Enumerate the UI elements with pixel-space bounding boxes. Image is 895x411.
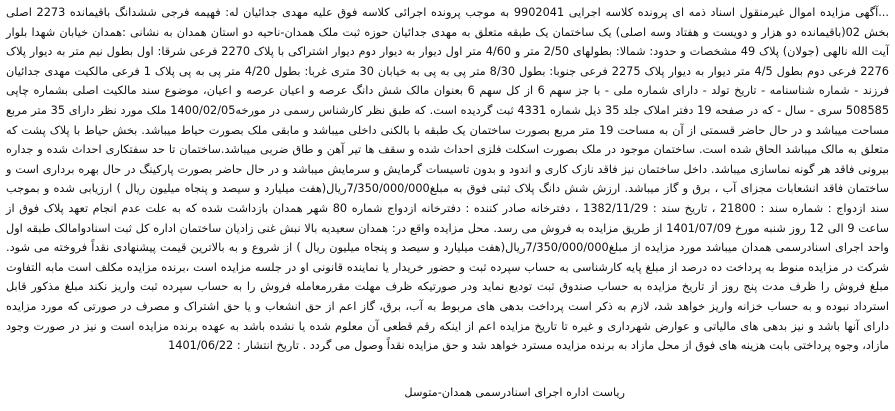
auction-notice-body: ...آگهی مزایده اموال غیرمنقول اسناد ذمه ای پرونده کلاسه اجرایی 9902041 به موجب پرونده اجرائی کلاسه فوق علیه مهدی جدائیان له: فهیمه فرجی ششدانگ باقیمانده 2273 اصلی بخش 02(باقیمانده دو هزار و دویست و هفتاد وسه اصلی) یک ساختمان یک طبقه متعلق به مهدی جدائیان حوزه ثبت ملک همدان-ناحیه دو استان همدان به نشانی :همدان خیابان شهدا بلوار آیت الله نالهی (جولان) پلاک 49 مشخصات و حدود: شمالا: بطولهای 2/50 متر و 4/60 متر اول دیوار به دیوار دوم دیوار اشتراکی با پلاک 2270 فرعی شرقا: اول بطول نیم متر به دیوار پلاک 2276 فرعی دوم بطول 4/5 متر دیوار به دیوار پلاک 2275 فرعی جنوبا: بطول 8/30 متر پی به پی به خیابان 30 متری غربا: بطول 4/20 متر پی به پی پلاک 1 فرعی مالکیت مهدی جدائیان فرزند - شماره شناسنامه - تاریخ تولد - دارای شماره ملی - با جز سهم 6 از کل سهم 6 بعنوان مالک شش دانگ عرصه و اعیان عرصه و اعیان، موضوع سند مالکیت اصلی بشماره چاپی 508585 سری - سال - که در صفحه 19 دفتر املاک جلد 35 ذیل شماره 4331 ثبت گردیده است. که طبق نظر کارشناس رسمی در مورخه1400/02/05 ملک مورد نظر دارای 35 متر مربع مساحت میباشد و در حال حاضر قسمتی از آن به مساحت 19 متر مربع بصورت ساختمان یک طبقه با بالکنی داخلی میباشد و مابقی ملک بصورت حیاط میباشد. بخش حیاط با پلاک پشت که متعلق به مالک میباشد الحاق شده است. ساختمان موجود در ملک بصورت اسکلت فلزی احداث شده و سقف ها تیر آهن و طاق ضربی میباشد.ساختمان تا حد سفتکاری احداث شده و جداره بیرونی فاقد هر گونه نماسازی میباشد. داخل ساختمان نیز فاقد نازک کاری و اندود و بدون تاسیسات گرمایش و سرمایش میباشد و در حال حاضر بصورت پارکینگ در حال بهره برداری است و ساختمان فاقد انشعابات مجزای آب ، برق و گاز میباشد. ارزش شش دانگ پلاک ثبتی فوق به مبلغ7/350/000/000ریال(هفت میلیارد و سیصد و پنجاه میلیون ریال ) ارزیابی شده و بموجب سند ازدواج : شماره سند : 21800 ، تاریخ سند : 1382/11/29 ، دفترخانه صادر کننده : دفترخانه ازدواج شماره 80 شهر همدان بازداشت شده که به علت عدم انجام تعهد پلاک فوق از ساعت 9 الی 12 روز شنبه مورخ 1401/07/09 از طریق مزایده به فروش می رسد. محل مزایده واقع در: همدان سعیدیه بالا نبش غنی زادیان ساختمان اداره کل ثبت اسنادوامالک طبقه اول واحد اجرای اسنادرسمی همدان میباشد مورد مزایده از مبلغ7/350/000/000ریال(هفت میلیارد و سیصد و پنجاه میلیون ریال ) از شروع و به بالاترین قیمت پیشنهادی نقداً فروخته می شود. شرکت در مزایده منوط به پرداخت ده درصد از مبلغ پایه کارشناسی به حساب سپرده ثبت و حضور خریدار یا نماینده قانونی او در جلسه مزایده است ،برنده مزایده مکلف است مابه التفاوت مبلغ فروش را ظرف مدت پنج روز از تاریخ مزایده به حساب صندوق ثبت تودیع نماید ودر صورتیکه ظرف مهلت مقررمعامله فروش را به حساب سپرده ثبت واریز نکند مبلغ مذکور قابل استرداد نبوده و به حساب خزانه واریز خواهد شد، لازم به ذکر است پرداخت بدهی های مربوط به آب، برق، گاز اعم از حق انشعاب و یا حق اشتراک و مصرف در صورتی که مورد مزایده دارای آنها باشد و نیز بدهی های مالیاتی و عوارض شهرداری و غیره تا تاریخ مزایده اعم از اینکه رقم قطعی آن معلوم شده یا نشده باشد به عهده برنده مزایده است و نیز در صورت وجود مازاد، وجوه پرداختی بابت هزینه های فوق از محل مازاد به برنده مزایده مسترد خواهد شد و حق مزایده نقداً وصول می گردد . تاریخ انتشار : 1401/06/22 [6,6,890,353]
notice-signature: رياست اداره اجرای اسنادرسمی همدان-متوسل [404,386,625,399]
